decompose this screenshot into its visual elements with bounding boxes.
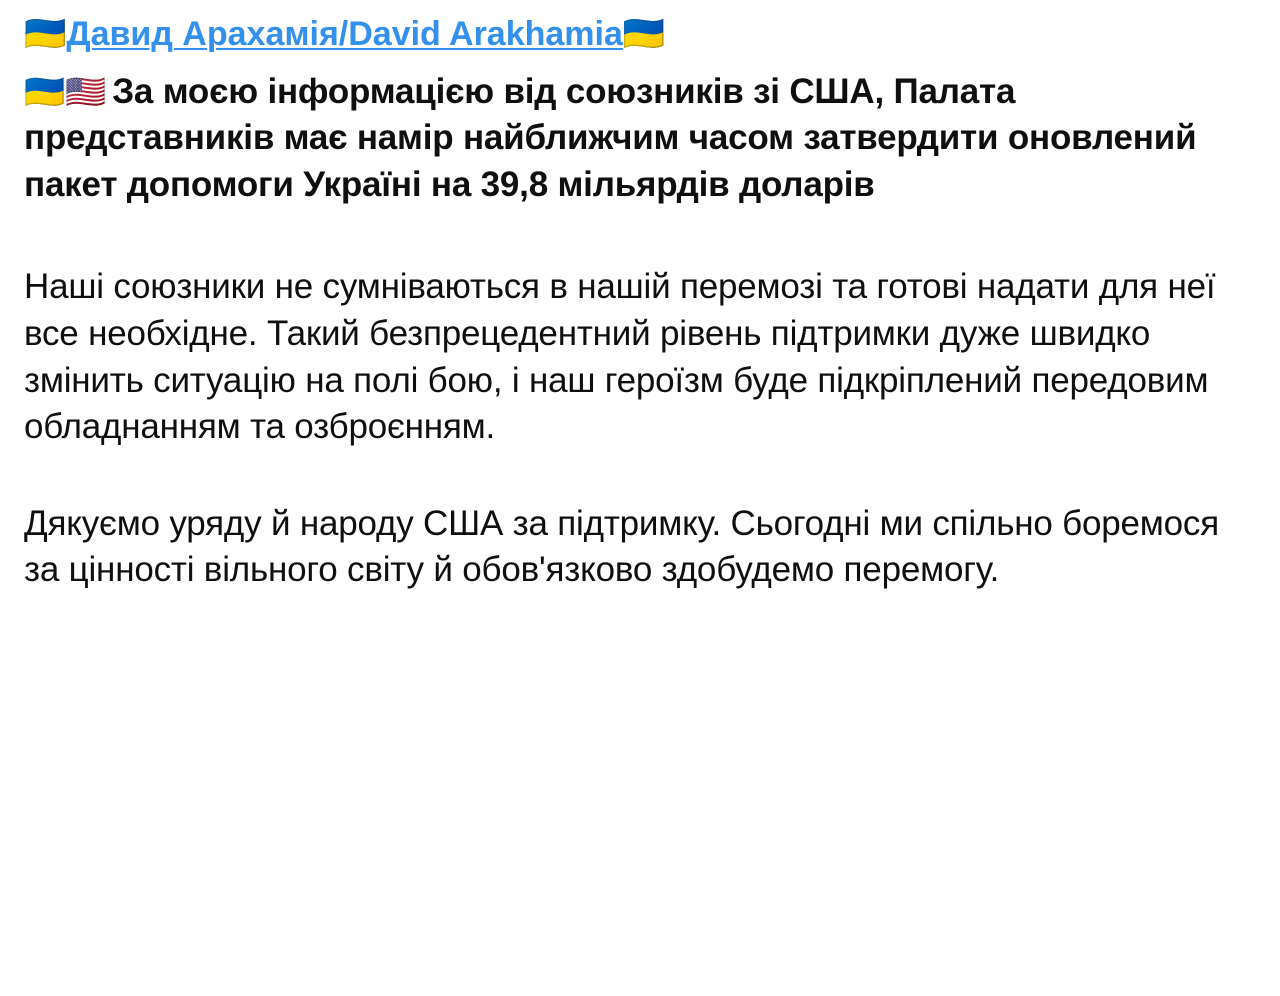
post-headline-text: За моєю інформацією від союзників зі США, Палата представників має намір найближчим часом затвердити оновлений пакет допомоги Україні на 39,8 мільярдів доларів bbox=[24, 71, 1197, 204]
post-headline bbox=[24, 69, 1256, 209]
ukraine-flag-icon: 🇺🇦 bbox=[622, 14, 666, 54]
post-paragraph: Дякуємо уряду й народу США за підтримку. Сьогодні ми спільно боремося за цінності вільного світу й обов'язково здобудемо перемогу. bbox=[24, 503, 1219, 590]
ukraine-usa-flags-icon: 🇺🇦🇺🇸 bbox=[24, 71, 107, 111]
paragraph-spacer bbox=[24, 208, 1256, 264]
channel-name-link[interactable]: Давид Арахамія/David Arakhamia bbox=[66, 15, 623, 53]
channel-header bbox=[24, 14, 1256, 55]
post-paragraph: Наші союзники не сумніваються в нашій перемозі та готові надати для неї все необхідне. Такий безпрецедентний рівень підтримки дуже швидко змінить ситуацію на полі бою, і наш героїзм буде підкріплений передовим обладнанням та озброєнням. bbox=[24, 267, 1216, 447]
ukraine-flag-icon: 🇺🇦 bbox=[24, 14, 67, 54]
